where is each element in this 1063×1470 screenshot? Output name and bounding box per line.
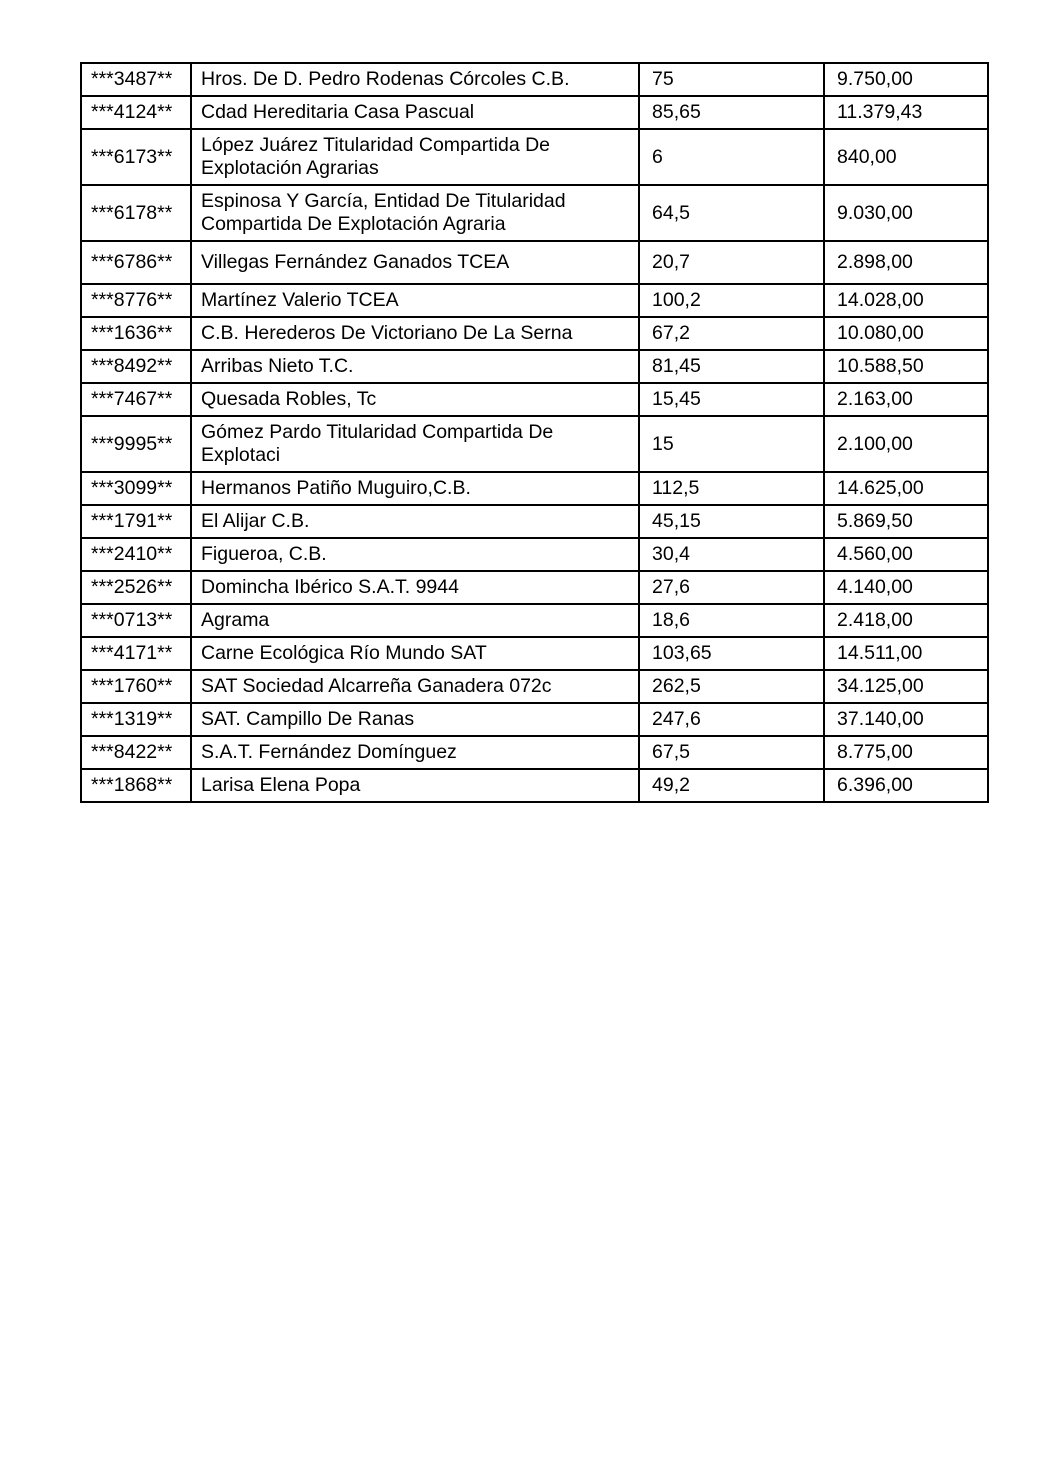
amount-cell: 11.379,43 — [824, 96, 988, 129]
masked-id-cell: ***6173** — [81, 129, 191, 185]
quantity-cell: 30,4 — [639, 538, 824, 571]
table-row — [81, 604, 988, 637]
masked-id-cell: ***1791** — [81, 505, 191, 538]
amount-cell: 8.775,00 — [824, 736, 988, 769]
quantity-cell: 247,6 — [639, 703, 824, 736]
masked-id-cell: ***1760** — [81, 670, 191, 703]
quantity-cell: 103,65 — [639, 637, 824, 670]
beneficiary-name-cell: Espinosa Y García, Entidad De Titularidad Compartida De Explotación Agraria — [191, 185, 639, 241]
beneficiary-name-cell: Hermanos Patiño Muguiro,C.B. — [191, 472, 639, 505]
quantity-cell: 100,2 — [639, 284, 824, 317]
beneficiary-name-cell: Cdad Hereditaria Casa Pascual — [191, 96, 639, 129]
amount-cell: 5.869,50 — [824, 505, 988, 538]
masked-id-cell: ***6178** — [81, 185, 191, 241]
masked-id-cell: ***7467** — [81, 383, 191, 416]
table-row — [81, 736, 988, 769]
amount-cell: 4.560,00 — [824, 538, 988, 571]
table-row — [81, 317, 988, 350]
table-row — [81, 538, 988, 571]
masked-id-cell: ***9995** — [81, 416, 191, 472]
beneficiary-name-cell: López Juárez Titularidad Compartida De Explotación Agrarias — [191, 129, 639, 185]
masked-id-cell: ***8422** — [81, 736, 191, 769]
amount-cell: 2.418,00 — [824, 604, 988, 637]
beneficiary-name-cell: SAT Sociedad Alcarreña Ganadera 072c — [191, 670, 639, 703]
quantity-cell: 112,5 — [639, 472, 824, 505]
amount-cell: 2.100,00 — [824, 416, 988, 472]
masked-id-cell: ***2526** — [81, 571, 191, 604]
table-row — [81, 637, 988, 670]
masked-id-cell: ***4171** — [81, 637, 191, 670]
amount-cell: 10.588,50 — [824, 350, 988, 383]
table-row — [81, 129, 988, 185]
amount-cell: 2.163,00 — [824, 383, 988, 416]
amount-cell: 840,00 — [824, 129, 988, 185]
masked-id-cell: ***1636** — [81, 317, 191, 350]
beneficiary-name-cell: S.A.T. Fernández Domínguez — [191, 736, 639, 769]
amount-cell: 2.898,00 — [824, 241, 988, 284]
amount-cell: 14.511,00 — [824, 637, 988, 670]
beneficiary-name-cell: Carne Ecológica Río Mundo SAT — [191, 637, 639, 670]
beneficiary-name-cell: Larisa Elena Popa — [191, 769, 639, 802]
quantity-cell: 20,7 — [639, 241, 824, 284]
quantity-cell: 67,5 — [639, 736, 824, 769]
table-row — [81, 284, 988, 317]
table-row — [81, 241, 988, 284]
beneficiary-name-cell: Figueroa, C.B. — [191, 538, 639, 571]
beneficiary-name-cell: El Alijar C.B. — [191, 505, 639, 538]
table-row — [81, 505, 988, 538]
masked-id-cell: ***0713** — [81, 604, 191, 637]
masked-id-cell: ***6786** — [81, 241, 191, 284]
quantity-cell: 15,45 — [639, 383, 824, 416]
beneficiary-name-cell: Gómez Pardo Titularidad Compartida De Explotaci — [191, 416, 639, 472]
beneficiary-name-cell: Hros. De D. Pedro Rodenas Córcoles C.B. — [191, 63, 639, 96]
beneficiary-name-cell: Arribas Nieto T.C. — [191, 350, 639, 383]
beneficiary-name-cell: Domincha Ibérico S.A.T. 9944 — [191, 571, 639, 604]
table-row — [81, 185, 988, 241]
beneficiary-name-cell: SAT. Campillo De Ranas — [191, 703, 639, 736]
amount-cell: 10.080,00 — [824, 317, 988, 350]
masked-id-cell: ***1868** — [81, 769, 191, 802]
masked-id-cell: ***4124** — [81, 96, 191, 129]
beneficiary-name-cell: Villegas Fernández Ganados TCEA — [191, 241, 639, 284]
amount-cell: 9.030,00 — [824, 185, 988, 241]
table-row — [81, 96, 988, 129]
quantity-cell: 15 — [639, 416, 824, 472]
table-row — [81, 472, 988, 505]
beneficiary-name-cell: Quesada Robles, Tc — [191, 383, 639, 416]
quantity-cell: 67,2 — [639, 317, 824, 350]
amount-cell: 14.028,00 — [824, 284, 988, 317]
amount-cell: 4.140,00 — [824, 571, 988, 604]
masked-id-cell: ***1319** — [81, 703, 191, 736]
masked-id-cell: ***8492** — [81, 350, 191, 383]
quantity-cell: 262,5 — [639, 670, 824, 703]
masked-id-cell: ***3099** — [81, 472, 191, 505]
masked-id-cell: ***8776** — [81, 284, 191, 317]
beneficiary-name-cell: Martínez Valerio TCEA — [191, 284, 639, 317]
quantity-cell: 81,45 — [639, 350, 824, 383]
table-row — [81, 703, 988, 736]
amount-cell: 37.140,00 — [824, 703, 988, 736]
table-row — [81, 571, 988, 604]
quantity-cell: 75 — [639, 63, 824, 96]
masked-id-cell: ***2410** — [81, 538, 191, 571]
table-row — [81, 416, 988, 472]
quantity-cell: 49,2 — [639, 769, 824, 802]
amount-cell: 9.750,00 — [824, 63, 988, 96]
quantity-cell: 64,5 — [639, 185, 824, 241]
table-row — [81, 670, 988, 703]
quantity-cell: 6 — [639, 129, 824, 185]
beneficiary-name-cell: Agrama — [191, 604, 639, 637]
beneficiary-name-cell: C.B. Herederos De Victoriano De La Serna — [191, 317, 639, 350]
masked-id-cell: ***3487** — [81, 63, 191, 96]
table-row — [81, 383, 988, 416]
amount-cell: 6.396,00 — [824, 769, 988, 802]
quantity-cell: 85,65 — [639, 96, 824, 129]
table-row — [81, 63, 988, 96]
amount-cell: 14.625,00 — [824, 472, 988, 505]
quantity-cell: 27,6 — [639, 571, 824, 604]
beneficiary-table — [80, 62, 989, 803]
table-body — [81, 63, 988, 802]
amount-cell: 34.125,00 — [824, 670, 988, 703]
table-row — [81, 769, 988, 802]
quantity-cell: 18,6 — [639, 604, 824, 637]
table-row — [81, 350, 988, 383]
quantity-cell: 45,15 — [639, 505, 824, 538]
